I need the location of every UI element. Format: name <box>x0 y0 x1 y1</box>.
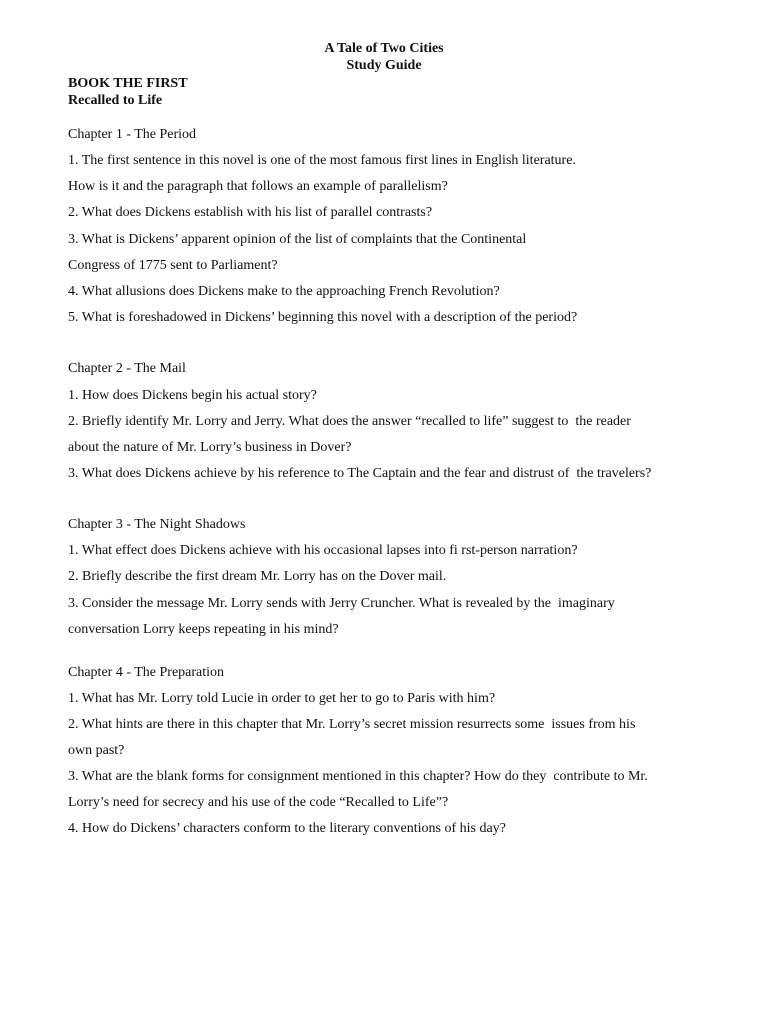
chapter-2-line: 3. What does Dickens achieve by his reference to The Captain and the fear and distrust of the travelers? <box>68 466 652 481</box>
chapter-1-heading: Chapter 1 - The Period <box>68 127 197 142</box>
chapter-4-line: 2. What hints are there in this chapter that Mr. Lorry’s secret mission resurrects some issues from his <box>68 717 636 732</box>
chapter-1-line: How is it and the paragraph that follows an example of parallelism? <box>68 179 448 194</box>
chapter-1-line: 4. What allusions does Dickens make to the approaching French Revolution? <box>68 284 500 299</box>
title-block <box>0 40 768 74</box>
chapter-4-line: 1. What has Mr. Lorry told Lucie in order to get her to go to Paris with him? <box>68 691 496 706</box>
chapter-4-line: 4. How do Dickens’ characters conform to the literary conventions of his day? <box>68 821 506 836</box>
chapter-1-line: 5. What is foreshadowed in Dickens’ beginning this novel with a description of the period? <box>68 310 578 325</box>
chapter-1-line: Congress of 1775 sent to Parliament? <box>68 258 278 273</box>
chapter-3-line: 1. What effect does Dickens achieve with his occasional lapses into fi rst-person narration? <box>68 543 578 558</box>
chapter-2-line: 2. Briefly identify Mr. Lorry and Jerry. What does the answer “recalled to life” suggest to the reader <box>68 414 631 429</box>
chapter-1-line: 3. What is Dickens’ apparent opinion of the list of complaints that the Continental <box>68 232 527 247</box>
chapter-3-heading: Chapter 3 - The Night Shadows <box>68 517 246 532</box>
document-title: A Tale of Two Cities <box>324 41 444 56</box>
chapter-1-line: 1. The first sentence in this novel is one of the most famous first lines in English literature. <box>68 153 576 168</box>
chapter-1-line: 2. What does Dickens establish with his list of parallel contrasts? <box>68 205 433 220</box>
chapter-4-line: Lorry’s need for secrecy and his use of the code “Recalled to Life”? <box>68 795 449 810</box>
chapter-2-line: 1. How does Dickens begin his actual story? <box>68 388 317 403</box>
chapter-2-heading: Chapter 2 - The Mail <box>68 361 186 376</box>
document-subtitle: Study Guide <box>346 58 422 73</box>
chapter-3-line: conversation Lorry keeps repeating in his mind? <box>68 622 339 637</box>
chapter-2-line: about the nature of Mr. Lorry’s business in Dover? <box>68 440 352 455</box>
book-subtitle: Recalled to Life <box>68 93 163 108</box>
chapter-3-line: 2. Briefly describe the first dream Mr. Lorry has on the Dover mail. <box>68 569 447 584</box>
book-heading-block <box>68 75 188 109</box>
chapter-4-heading: Chapter 4 - The Preparation <box>68 665 225 680</box>
chapter-3-line: 3. Consider the message Mr. Lorry sends with Jerry Cruncher. What is revealed by the imaginary <box>68 596 615 611</box>
chapter-4-line: own past? <box>68 743 125 758</box>
chapter-4-line: 3. What are the blank forms for consignment mentioned in this chapter? How do they contribute to Mr. <box>68 769 648 784</box>
book-title: BOOK THE FIRST <box>68 76 188 91</box>
